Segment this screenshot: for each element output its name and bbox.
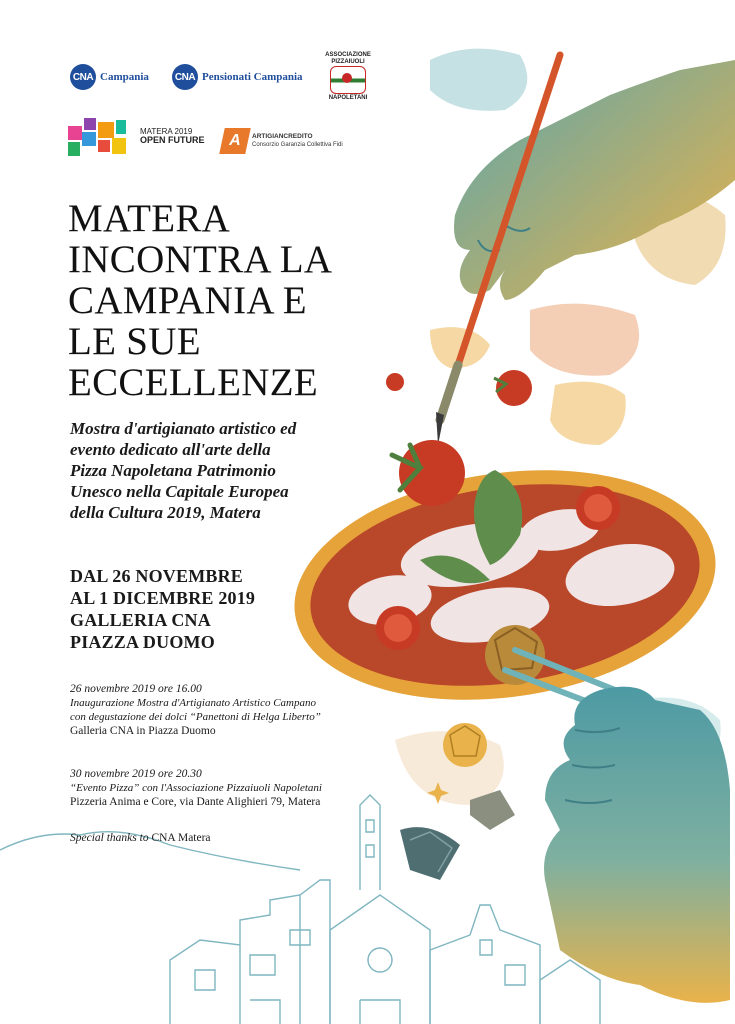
title-line: ECCELLENZE: [68, 361, 318, 404]
dates-line: AL 1 DICEMBRE 2019: [70, 588, 256, 608]
event-1-place: Galleria CNA in Piazza Duomo: [70, 725, 216, 737]
subtitle-line: evento dedicato all'arte della: [70, 440, 271, 459]
pizzaiuoli-top-text: ASSOCIAZIONE PIZZAIUOLI: [325, 52, 371, 65]
gem-dark-icon: [400, 827, 460, 880]
matera-logo-line2: OPEN FUTURE: [140, 135, 205, 146]
event-dates-block: [70, 565, 370, 653]
artigiancredito-sub: Consorzio Garanzia Collettiva Fidi: [252, 141, 343, 148]
event-1-line2: con degustazione dei dolci “Panettoni di Helga Liberto”: [70, 711, 321, 723]
event-1: [70, 682, 380, 738]
event-1-when: 26 novembre 2019 ore 16.00: [70, 683, 202, 695]
event-2-when: 30 novembre 2019 ore 20.30: [70, 768, 202, 780]
subtitle-line: della Cultura 2019, Matera: [70, 503, 261, 522]
matera-logo-line1: MATERA 2019: [140, 126, 193, 136]
thanks-name: CNA Matera: [151, 832, 211, 844]
cna-pensionati-label: Pensionati Campania: [202, 71, 303, 83]
cherry-tomato-large: [399, 440, 465, 506]
title-line: INCONTRA LA: [68, 238, 333, 281]
subtitle-line: Pizza Napoletana Patrimonio: [70, 461, 276, 480]
event-2: [70, 767, 380, 809]
cna-campania-label: Campania: [100, 71, 149, 83]
matera-skyline-sketch: [0, 795, 600, 1024]
brush-tip: [436, 412, 444, 445]
subtitle-line: Unesco nella Capitale Europea: [70, 482, 289, 501]
event-2-place: Pizzeria Anima e Core, via Dante Alighieri 79, Matera: [70, 796, 321, 808]
cna-circle-mark: CNA: [172, 64, 198, 90]
bottom-hand-icon: [544, 687, 730, 1003]
subtitle: [70, 418, 390, 523]
thanks-prefix: Special thanks to: [70, 832, 149, 844]
venue-line: GALLERIA CNA: [70, 610, 211, 630]
gem-gold-icon: [443, 723, 487, 767]
page-title: [68, 198, 398, 403]
event-2-line1: “Evento Pizza” con l'Associazione Pizzaiuoli Napoletani: [70, 782, 322, 794]
venue-line: PIAZZA DUOMO: [70, 632, 215, 652]
pizzaiuoli-bottom-text: NAPOLETANI: [328, 95, 368, 102]
subtitle-line: Mostra d'artigianato artistico ed: [70, 419, 297, 438]
brush-ferrule: [440, 365, 458, 420]
teal-blob-top: [430, 49, 527, 111]
special-thanks: [70, 832, 211, 844]
event-1-line1: Inaugurazione Mostra d'Artigianato Artistico Campano: [70, 697, 316, 709]
artigiancredito-mark-icon: A: [219, 128, 251, 154]
yellow-blob: [550, 382, 626, 445]
title-line: CAMPANIA E: [68, 279, 307, 322]
dates-line: DAL 26 NOVEMBRE: [70, 566, 244, 586]
title-line: MATERA: [68, 197, 231, 240]
title-line: LE SUE: [68, 320, 201, 363]
cna-circle-mark: CNA: [70, 64, 96, 90]
artigiancredito-name: ARTIGIANCREDITO: [252, 133, 313, 141]
peach-blob: [530, 304, 639, 376]
